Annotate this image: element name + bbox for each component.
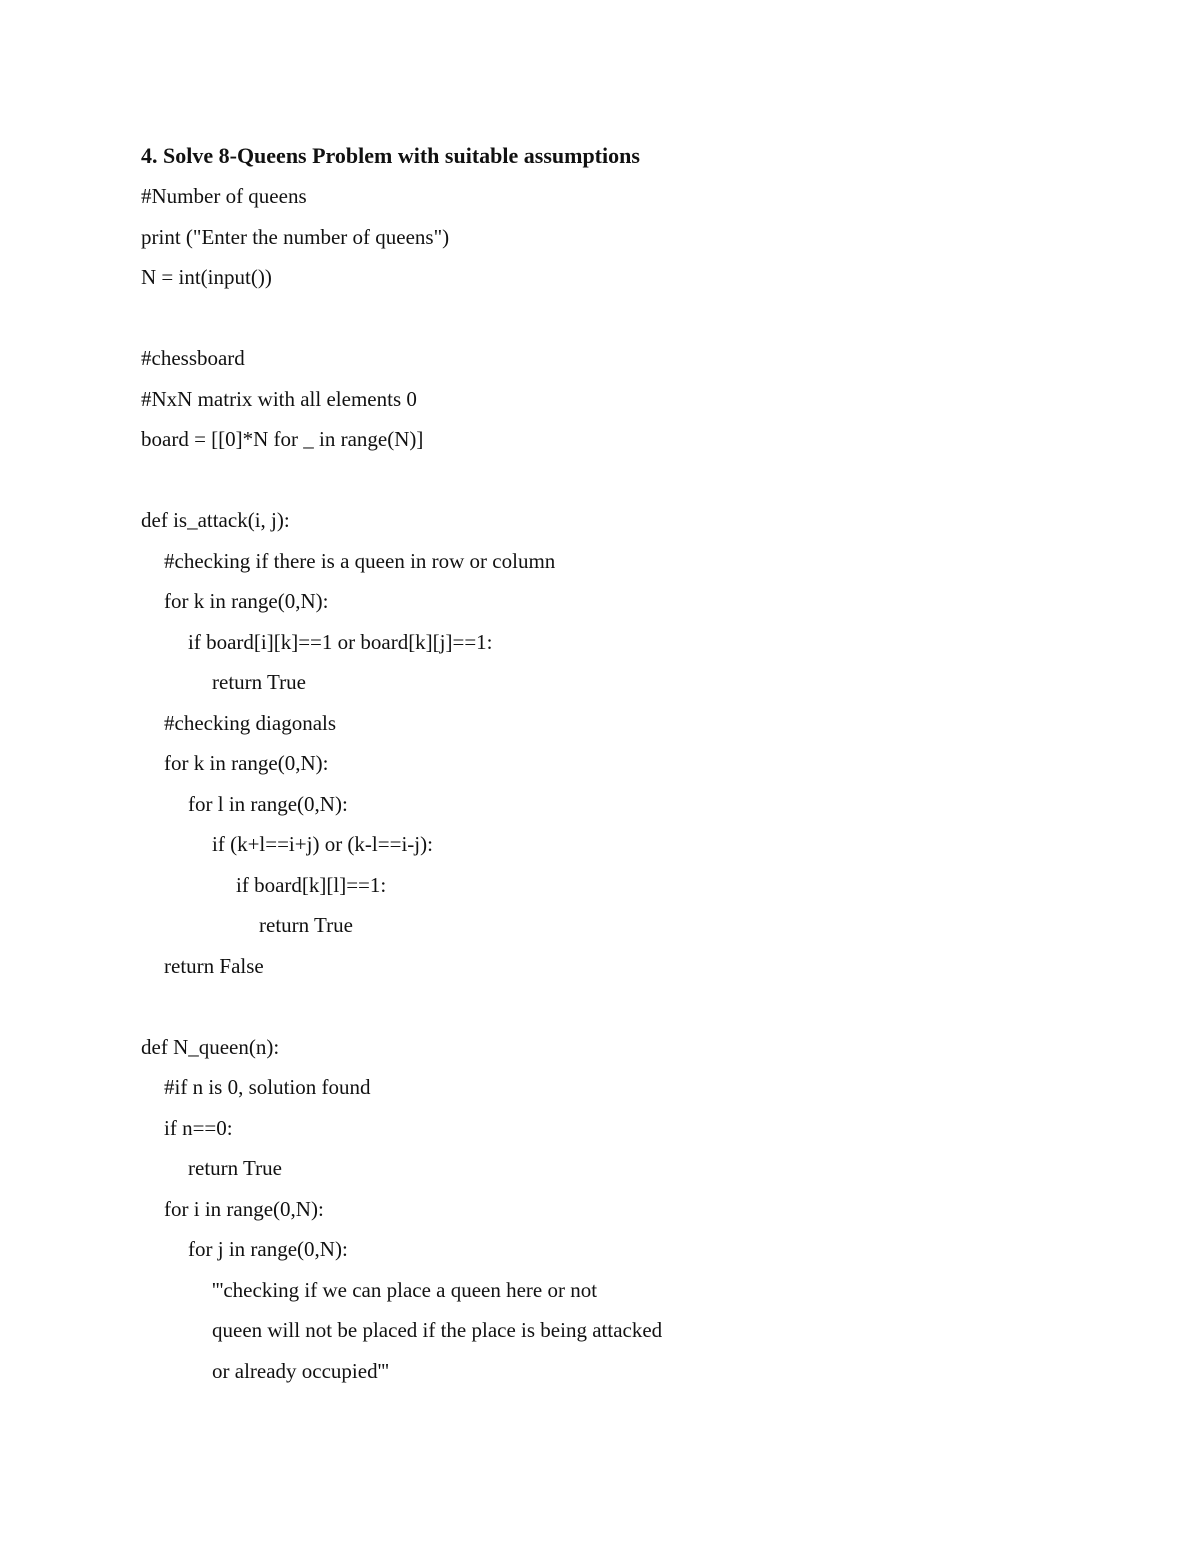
code-line: if (k+l==i+j) or (k-l==i-j):: [212, 832, 433, 856]
code-line: for k in range(0,N):: [164, 589, 329, 613]
code-line: queen will not be placed if the place is being attacked: [212, 1318, 663, 1342]
code-line: #checking if there is a queen in row or column: [164, 548, 556, 573]
code-line: '''checking if we can place a queen here or not: [212, 1277, 598, 1302]
section-heading: 4. Solve 8-Queens Problem with suitable assumptions: [141, 143, 640, 168]
code-line: #checking diagonals: [164, 710, 337, 735]
code-line: #Number of queens: [141, 184, 307, 208]
code-line: for i in range(0,N):: [164, 1196, 324, 1221]
code-line: if n==0:: [164, 1115, 233, 1140]
code-line: print ("Enter the number of queens"): [141, 224, 450, 249]
code-line: return True: [259, 913, 353, 937]
code-line: return False: [164, 953, 264, 978]
code-line: #chessboard: [141, 346, 245, 370]
blank-line: [141, 466, 662, 507]
code-line: board = [[0]*N for _ in range(N)]: [141, 427, 424, 451]
code-listing: [141, 182, 662, 1397]
blank-line: [141, 992, 662, 1033]
code-line: for l in range(0,N):: [188, 791, 348, 816]
blank-line: [141, 304, 662, 345]
code-line: def N_queen(n):: [141, 1034, 280, 1059]
code-line: return True: [212, 670, 306, 694]
code-line: or already occupied''': [212, 1358, 389, 1383]
code-line: if board[k][l]==1:: [236, 872, 387, 897]
code-line: #NxN matrix with all elements 0: [141, 386, 417, 411]
code-line: if board[i][k]==1 or board[k][j]==1:: [188, 629, 493, 654]
code-line: def is_attack(i, j):: [141, 508, 290, 532]
code-line: for k in range(0,N):: [164, 751, 329, 775]
code-line: for j in range(0,N):: [188, 1237, 348, 1261]
code-line: return True: [188, 1156, 282, 1180]
code-line: N = int(input()): [141, 265, 272, 289]
code-line: #if n is 0, solution found: [164, 1075, 371, 1099]
